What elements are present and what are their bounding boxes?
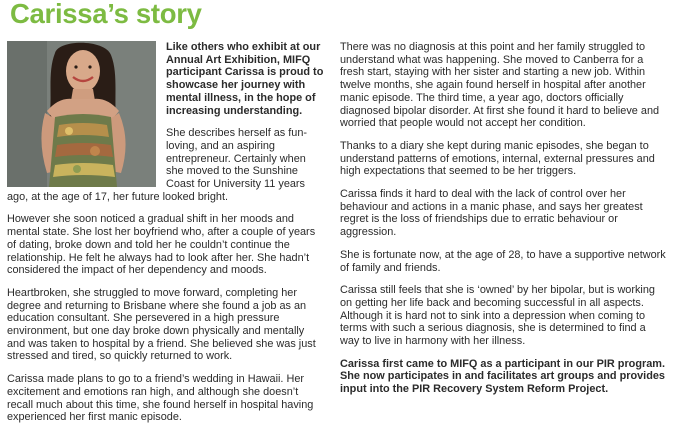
paragraph: Carissa finds it hard to deal with the lack of control over her behaviour and actions in a manic phase, and says her greatest regret is the loss of friendships due to erratic behaviour or aggression.	[340, 188, 643, 239]
page-title: Carissa’s story	[10, 0, 202, 29]
paragraph: She is fortunate now, at the age of 28, to have a supportive network of family and friends.	[340, 248, 666, 274]
paragraph: Carissa still feels that she is ‘owned’ by her bipolar, but is working on getting her life back and becoming successful in all aspects. Although it is hard not to sink into a depression when coming to terms with such a serious diagnosis, she is determined to find a way to live in harmony with her illness.	[340, 284, 655, 348]
left-column	[7, 41, 325, 434]
paragraph: She describes herself as fun-loving, and an aspiring entrepreneur. Certainly when she moved to the Sunshine Coast for University 11 years ago, at the age of 17, her future looked bright.	[7, 127, 308, 203]
paragraph: Thanks to a diary she kept during manic episodes, she began to understand patterns of emotions, internal, external pressures and high expectations that seemed to be her triggers.	[340, 139, 655, 178]
right-column	[340, 41, 666, 406]
paragraph: Carissa made plans to go to a friend’s wedding in Hawaii. Her excitement and emotions ran high, and although she doesn’t recall much about this time, she found herself in hospital having experienced her first manic episode.	[7, 373, 314, 424]
intro-paragraph: Like others who exhibit at our Annual Art Exhibition, MIFQ participant Carissa is proud to showcase her journey with mental illness, in the hope of increasing understanding.	[166, 41, 324, 117]
paragraph: Heartbroken, she struggled to move forward, completing her degree and returning to Brisbane where she found a job as an education consultant. She persevered in a high pressure environment, but one day broke down physically and mentally and was taken to hospital by a friend. She believed she was just stressed and tired, so quickly returned to work.	[7, 286, 316, 363]
closing-paragraph: Carissa first came to MIFQ as a participant in our PIR program. She now participates in and facilitates art groups and provides input into the PIR Recovery System Reform Project.	[340, 357, 665, 396]
portrait-photo	[7, 41, 156, 187]
paragraph: There was no diagnosis at this point and her family struggled to understand what was happening. She moved to Canberra for a fresh start, staying with her sister and starting a new job. Within twelve months, she again found herself in hospital after another manic episode. The third time, a year ago, doctors officially diagnosed bipolar disorder. At first she found it hard to believe and worried that people would not accept her condition.	[340, 41, 660, 130]
paragraph: However she soon noticed a gradual shift in her moods and mental state. She lost her boyfriend who, after a couple of years of dating, broke down and told her he couldn’t continue the relationship. He felt he always had to look after her. She hadn’t considered the impact of her dependency and moods.	[7, 213, 316, 277]
